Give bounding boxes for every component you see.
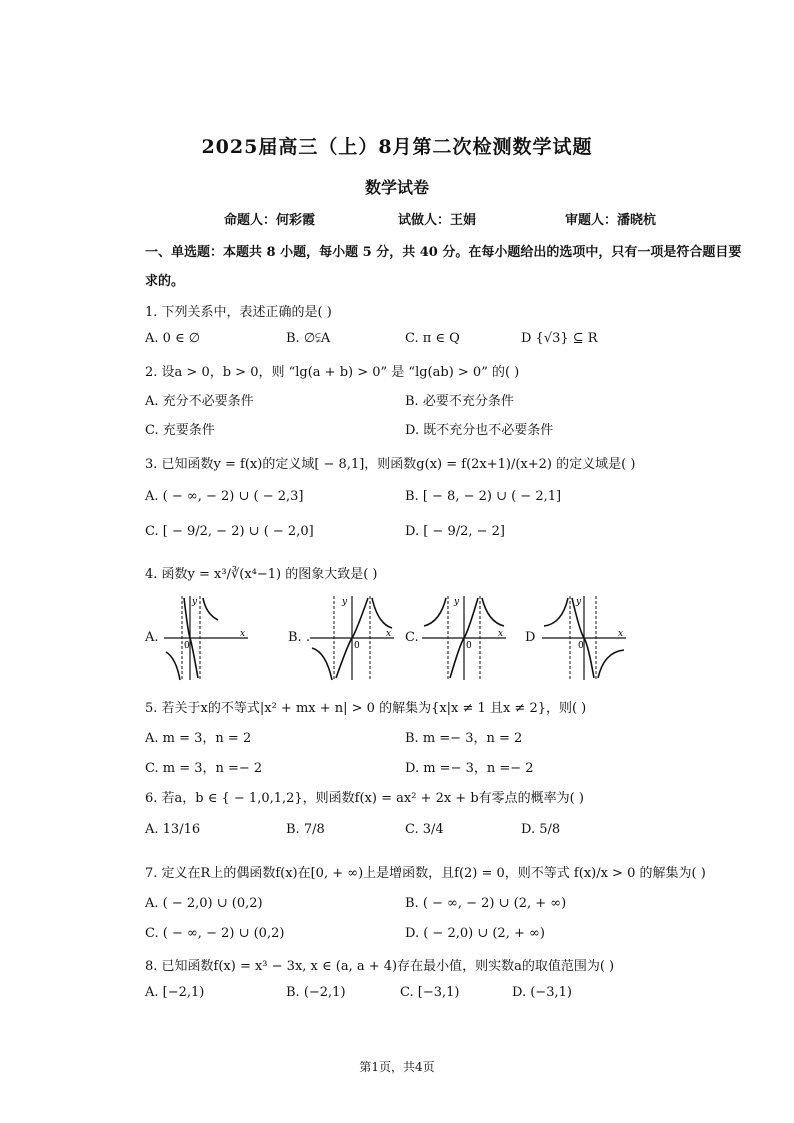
q1-option-b: B. ∅⫋A — [286, 331, 331, 346]
graph-a-origin: 0 — [184, 641, 190, 651]
reviewer-label: 审题人：潘晓杭 — [565, 213, 657, 228]
q8-stem: 8. 已知函数f(x) = x³ − 3x, x ∈ (a, a + 4)存在最小值，则实数a的取值范围为( ) — [145, 959, 615, 974]
q7-option-a: A. ( − 2,0) ∪ (0,2) — [145, 896, 263, 911]
section-heading-line2: 求的。 — [145, 274, 185, 289]
q6-stem: 6. 若a，b ∈ { − 1,0,1,2}，则函数f(x) = ax² + 2x + b有零点的概率为( ) — [145, 791, 584, 806]
q5-stem: 5. 若关于x的不等式|x² + mx + n| > 0 的解集为{x|x ≠ 1 且x ≠ 2}，则( ) — [145, 701, 587, 716]
graph-a-y-label: y — [192, 597, 198, 607]
q8-option-d: D. (−3,1) — [512, 985, 572, 1000]
graph-c-curve-right — [482, 598, 504, 626]
q2-option-b: B. 必要不充分条件 — [405, 394, 514, 409]
q4-option-c: C. — [405, 630, 419, 645]
q1-stem: 1. 下列关系中，表述正确的是( ) — [145, 305, 332, 320]
q3-option-c: C. [ − 9/2, − 2) ∪ ( − 2,0] — [145, 524, 314, 539]
q2-option-a: A. 充分不必要条件 — [145, 394, 254, 409]
graph-c-origin: 0 — [466, 641, 472, 651]
tester-label: 试做人：王娟 — [398, 213, 477, 228]
graph-d-curve-left — [544, 598, 568, 626]
graph-d-y-label: y — [576, 597, 582, 607]
graph-d-x-label: x — [618, 629, 624, 639]
q6-option-d: D. 5/8 — [521, 822, 561, 837]
graph-a-curve-right — [203, 598, 218, 620]
q5-option-a: A. m = 3，n = 2 — [145, 731, 252, 746]
q5-option-c: C. m = 3，n =− 2 — [145, 761, 263, 776]
q3-stem: 3. 已知函数y = f(x)的定义域[ − 8,1]，则函数g(x) = f(2x+1)/(x+2) 的定义域是( ) — [145, 457, 636, 472]
setter-label: 命题人：何彩霞 — [224, 213, 316, 228]
graph-c — [418, 592, 510, 684]
q7-stem: 7. 定义在R上的偶函数f(x)在[0, + ∞)上是增函数，且f(2) = 0，则不等式 f(x)/x > 0 的解集为( ) — [145, 866, 706, 881]
graph-a-x-label: x — [240, 629, 246, 639]
q4-option-a: A. — [145, 630, 159, 645]
graph-b-y-label: y — [342, 597, 348, 607]
q6-option-b: B. 7/8 — [286, 822, 325, 837]
q6-option-c: C. 3/4 — [405, 822, 444, 837]
exam-subtitle: 数学试卷 — [364, 178, 429, 197]
q3-option-b: B. [ − 8, − 2) ∪ ( − 2,1] — [405, 489, 562, 504]
graph-d-origin: 0 — [578, 641, 584, 651]
graph-c-curve-left — [424, 598, 446, 626]
graph-b-origin: 0 — [354, 641, 360, 651]
q1-option-a: A. 0 ∈ ∅ — [145, 331, 201, 346]
q6-option-a: A. 13/16 — [145, 822, 201, 837]
q7-option-b: B. ( − ∞, − 2) ∪ (2, + ∞) — [405, 896, 567, 911]
q3-option-a: A. ( − ∞, − 2) ∪ ( − 2,3] — [145, 489, 304, 504]
graph-a — [160, 592, 252, 684]
q2-stem: 2. 设a > 0，b > 0，则 “lg(a + b) > 0” 是 “lg(ab) > 0” 的( ) — [145, 365, 520, 380]
q4-option-d: D — [525, 630, 536, 645]
q8-option-b: B. (−2,1) — [286, 985, 346, 1000]
graph-b — [306, 592, 398, 684]
q8-option-c: C. [−3,1) — [400, 985, 460, 1000]
q2-option-d: D. 既不充分也不必要条件 — [405, 423, 554, 438]
graph-a-curve-left — [166, 652, 180, 680]
q4-stem: 4. 函数y = x³/∛(x⁴−1) 的图象大致是( ) — [145, 567, 378, 582]
exam-title: 2025届高三（上）8月第二次检测数学试题 — [201, 136, 593, 158]
graph-b-curve-left — [312, 648, 332, 680]
graph-b-x-label: x — [386, 629, 392, 639]
graph-c-x-label: x — [498, 629, 504, 639]
graph-c-y-label: y — [454, 597, 460, 607]
q1-option-d: D {√3} ⊆ R — [521, 331, 598, 346]
section-heading-line1: 一、单选题：本题共 8 小题，每小题 5 分，共 40 分。在每小题给出的选项中，只有一项是符合题目要 — [145, 245, 742, 260]
q4-option-b: B. . — [288, 630, 310, 645]
q3-option-d: D. [ − 9/2, − 2] — [405, 524, 506, 539]
graph-d — [538, 592, 630, 684]
graph-b-curve-right — [372, 598, 392, 628]
q1-option-c: C. π ∈ Q — [405, 331, 460, 346]
q5-option-b: B. m =− 3，n = 2 — [405, 731, 523, 746]
q5-option-d: D. m =− 3，n =− 2 — [405, 761, 534, 776]
q7-option-c: C. ( − ∞, − 2) ∪ (0,2) — [145, 926, 285, 941]
graph-d-curve-right — [598, 650, 624, 678]
q7-option-d: D. ( − 2,0) ∪ (2, + ∞) — [405, 926, 545, 941]
page-footer: 第1页，共4页 — [359, 1060, 435, 1074]
q8-option-a: A. [−2,1) — [145, 985, 205, 1000]
q2-option-c: C. 充要条件 — [145, 423, 215, 438]
